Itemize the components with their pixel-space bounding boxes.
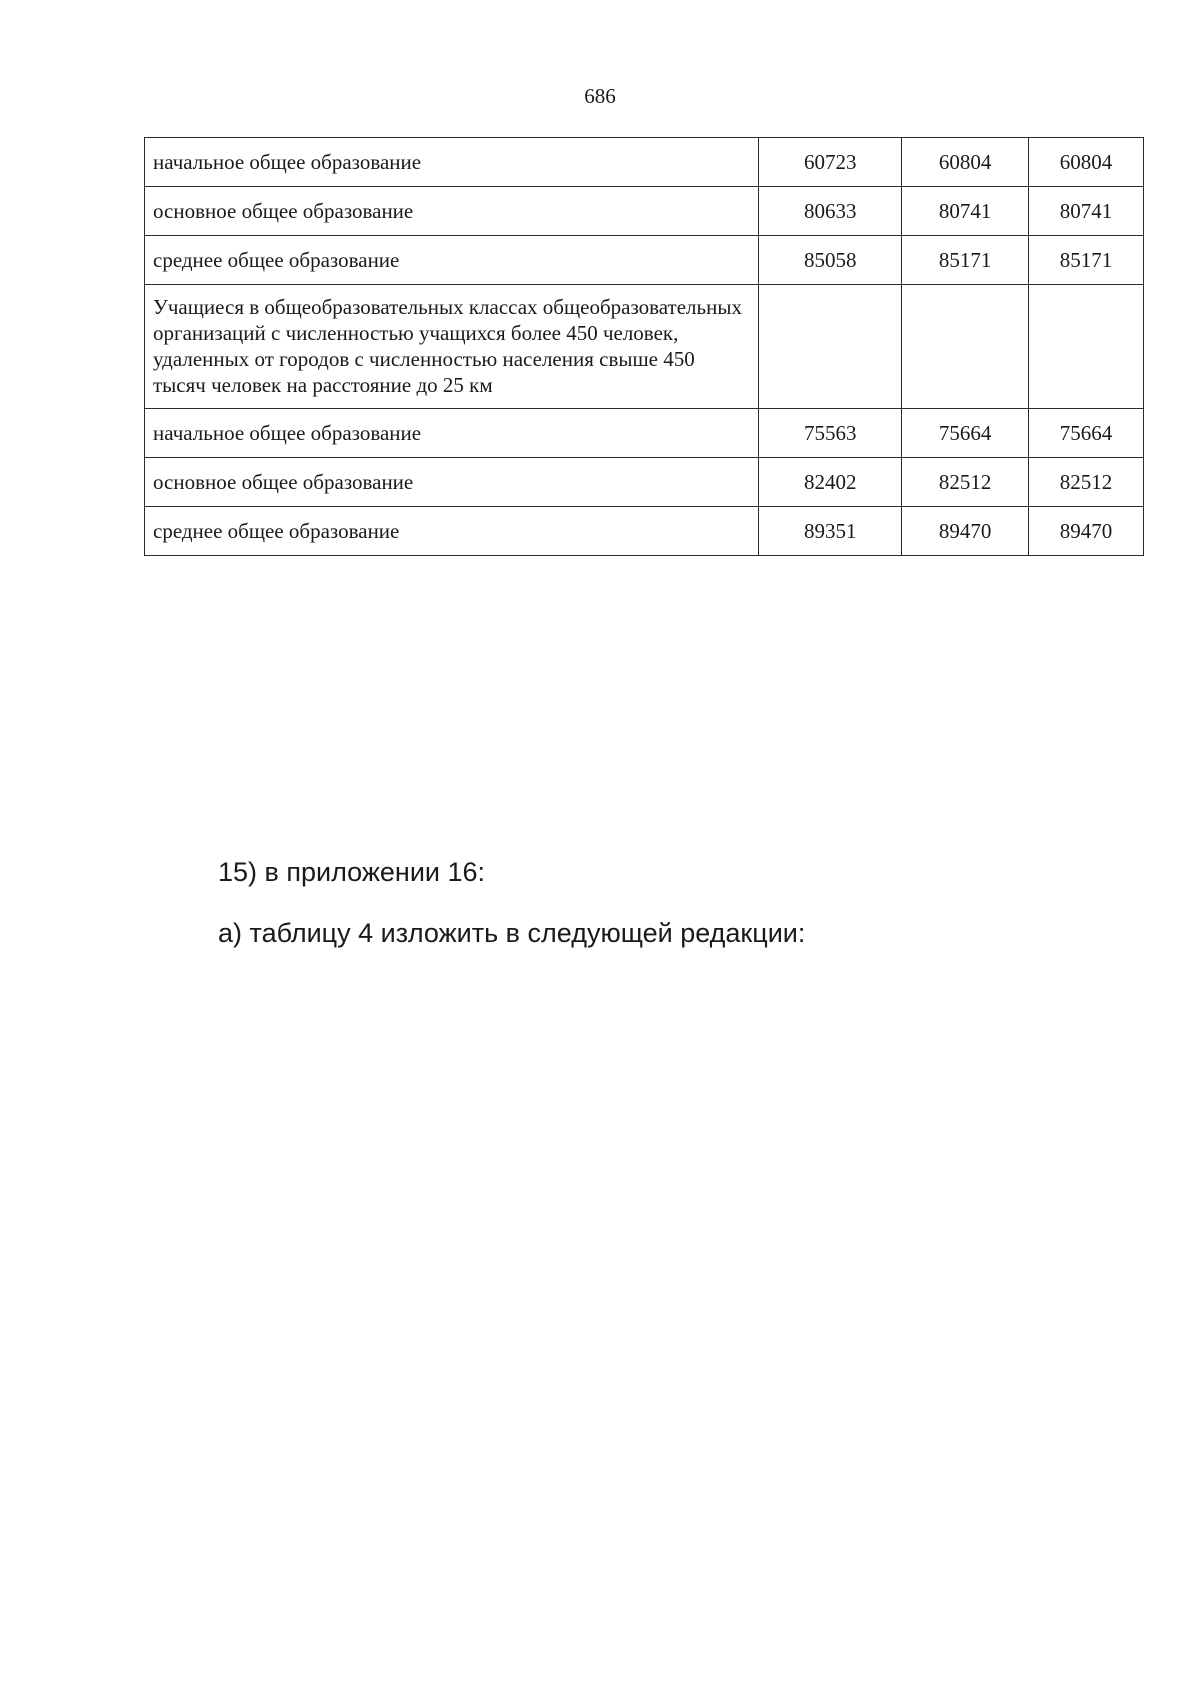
table-row	[145, 187, 1144, 236]
value-cell: 80633	[759, 187, 902, 236]
table-row	[145, 409, 1144, 458]
value-cell: 89470	[902, 507, 1029, 556]
value-cell: 85171	[902, 236, 1029, 285]
value-cell	[759, 285, 902, 409]
value-cell: 60804	[902, 138, 1029, 187]
value-cell: 80741	[1029, 187, 1144, 236]
amendment-item-15: 15) в приложении 16:	[218, 857, 486, 887]
value-cell: 85058	[759, 236, 902, 285]
value-cell: 82512	[902, 458, 1029, 507]
value-cell: 60723	[759, 138, 902, 187]
value-cell: 75563	[759, 409, 902, 458]
table-row	[145, 138, 1144, 187]
value-cell	[1029, 285, 1144, 409]
value-cell: 82402	[759, 458, 902, 507]
row-label: среднее общее образование	[145, 507, 759, 556]
value-cell: 89351	[759, 507, 902, 556]
value-cell: 89470	[1029, 507, 1144, 556]
amendment-item-a: а) таблицу 4 изложить в следующей редакции:	[218, 918, 806, 948]
row-label: начальное общее образование	[145, 409, 759, 458]
value-cell: 80741	[902, 187, 1029, 236]
data-table	[144, 137, 1144, 556]
table-row	[145, 236, 1144, 285]
table-row	[145, 507, 1144, 556]
row-label: начальное общее образование	[145, 138, 759, 187]
value-cell: 75664	[1029, 409, 1144, 458]
value-cell	[902, 285, 1029, 409]
table-row-group-header	[145, 285, 1144, 409]
value-cell: 82512	[1029, 458, 1144, 507]
page-number: 686	[584, 84, 616, 108]
value-cell: 75664	[902, 409, 1029, 458]
value-cell: 60804	[1029, 138, 1144, 187]
group-label: Учащиеся в общеобразовательных классах общеобразовательных организаций с численностью учащихся более 450 человек, удаленных от городов с численностью населения свыше 450 тысяч человек на расстояние до 25 км	[145, 285, 759, 409]
table-row	[145, 458, 1144, 507]
row-label: основное общее образование	[145, 458, 759, 507]
row-label: основное общее образование	[145, 187, 759, 236]
row-label: среднее общее образование	[145, 236, 759, 285]
value-cell: 85171	[1029, 236, 1144, 285]
